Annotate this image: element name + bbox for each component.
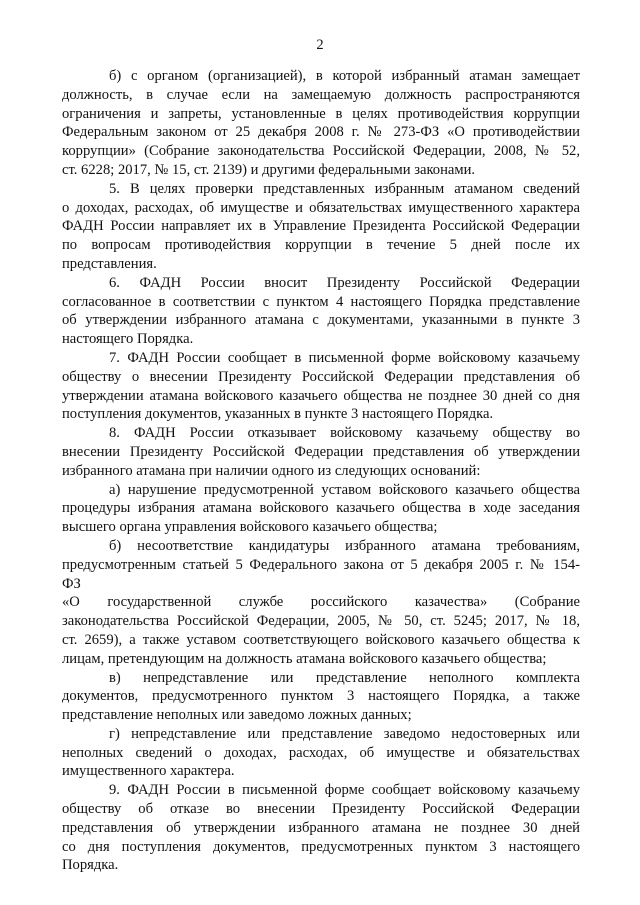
text-line: Порядка. [62,857,119,874]
text-line: а) нарушение предусмотренной уставом войскового казачьего общества [109,481,580,498]
text-line: Федеральным законом от 25 декабря 2008 г. № 273-ФЗ «О противодействии [62,124,580,141]
text-line: процедуры избрания атамана войскового казачьего общества в ходе заседания [62,500,580,517]
text-line: представление неполных или заведомо ложных данных; [62,707,412,724]
text-line: 7. ФАДН России сообщает в письменной форме войсковому казачьему [109,349,580,366]
text-line: неполных сведений о доходах, расходах, об имуществе и обязательствах [62,744,580,761]
text-line: б) с органом (организацией), в которой избранный атаман замещает [109,68,580,84]
text-line: лицам, претендующим на должность атамана войскового казачьего общества; [62,650,547,667]
text-line: должность, в случае если на замещаемую должность распространяются [62,86,580,103]
text-line: представления. [62,255,157,272]
text-line: законодательства Российской Федерации, 2005, № 50, ст. 5245; 2017, № 18, [62,613,580,630]
text-line: со дня поступления документов, предусмотренных пунктом 3 настоящего [62,838,580,855]
text-line: обществу о внесении Президенту Российской Федерации представления об [62,368,580,385]
text-line: настоящего Порядка. [62,331,194,348]
text-line: обществу об отказе во внесении Президенту Российской Федерации [62,801,580,818]
text-line: имущественного характера. [62,763,235,780]
text-line: поступления документов, указанных в пункте 3 настоящего Порядка. [62,406,494,423]
text-line: об утверждении избранного атамана с документами, указанными в пункте 3 [62,312,580,329]
text-line: в) непредставление или представление неполного комплекта [109,669,580,686]
text-line: высшего органа управления войскового казачьего общества; [62,519,438,536]
text-line: ст. 6228; 2017, № 15, ст. 2139) и другими федеральными законами. [62,161,476,178]
text-line: ФАДН России направляет их в Управление Президента Российской Федерации [62,218,580,235]
text-line: 5. В целях проверки представленных избранным атаманом сведений [109,180,580,197]
text-line: ст. 2659), а также уставом соответствующего войскового казачьего общества к [62,631,580,648]
text-line: б) несоответствие кандидатуры избранного атамана требованиям, [109,537,580,554]
text-line: ограничения и запреты, установленные в целях противодействия коррупции [62,105,580,122]
text-line: внесении Президенту Российской Федерации представления об утверждении [62,443,580,460]
text-line: 9. ФАДН России в письменной форме сообщает войсковому казачьему [109,782,580,799]
body-text [62,67,580,875]
text-line: по вопросам противодействия коррупции в течение 5 дней после их [62,237,580,254]
text-line: утверждении атамана войскового казачьего общества не позднее 30 дней со дня [62,387,580,404]
page-number: 2 [316,37,324,53]
text-line: предусмотренным статьей 5 Федерального закона от 5 декабря 2005 г. № 154- [62,556,580,573]
text-line: избранного атамана при наличии одного из следующих оснований: [62,462,481,479]
text-line: 6. ФАДН России вносит Президенту Российской Федерации [109,274,580,291]
text-line: ФЗ [62,575,81,592]
text-line: «О государственной службе российского казачества» (Собрание [62,594,580,611]
text-line: г) непредставление или представление заведомо недостоверных или [109,725,580,742]
text-line: коррупции» (Собрание законодательства Российской Федерации, 2008, № 52, [62,143,580,160]
text-line: 8. ФАДН России отказывает войсковому казачьему обществу во [109,425,580,442]
text-line: представления об утверждении избранного атамана не позднее 30 дней [62,819,580,836]
text-line: о доходах, расходах, об имуществе и обязательствах имущественного характера [62,199,580,216]
text-line: согласованное в соответствии с пунктом 4 настоящего Порядка представление [62,293,580,310]
text-line: документов, предусмотренного пунктом 3 настоящего Порядка, а также [62,688,580,705]
